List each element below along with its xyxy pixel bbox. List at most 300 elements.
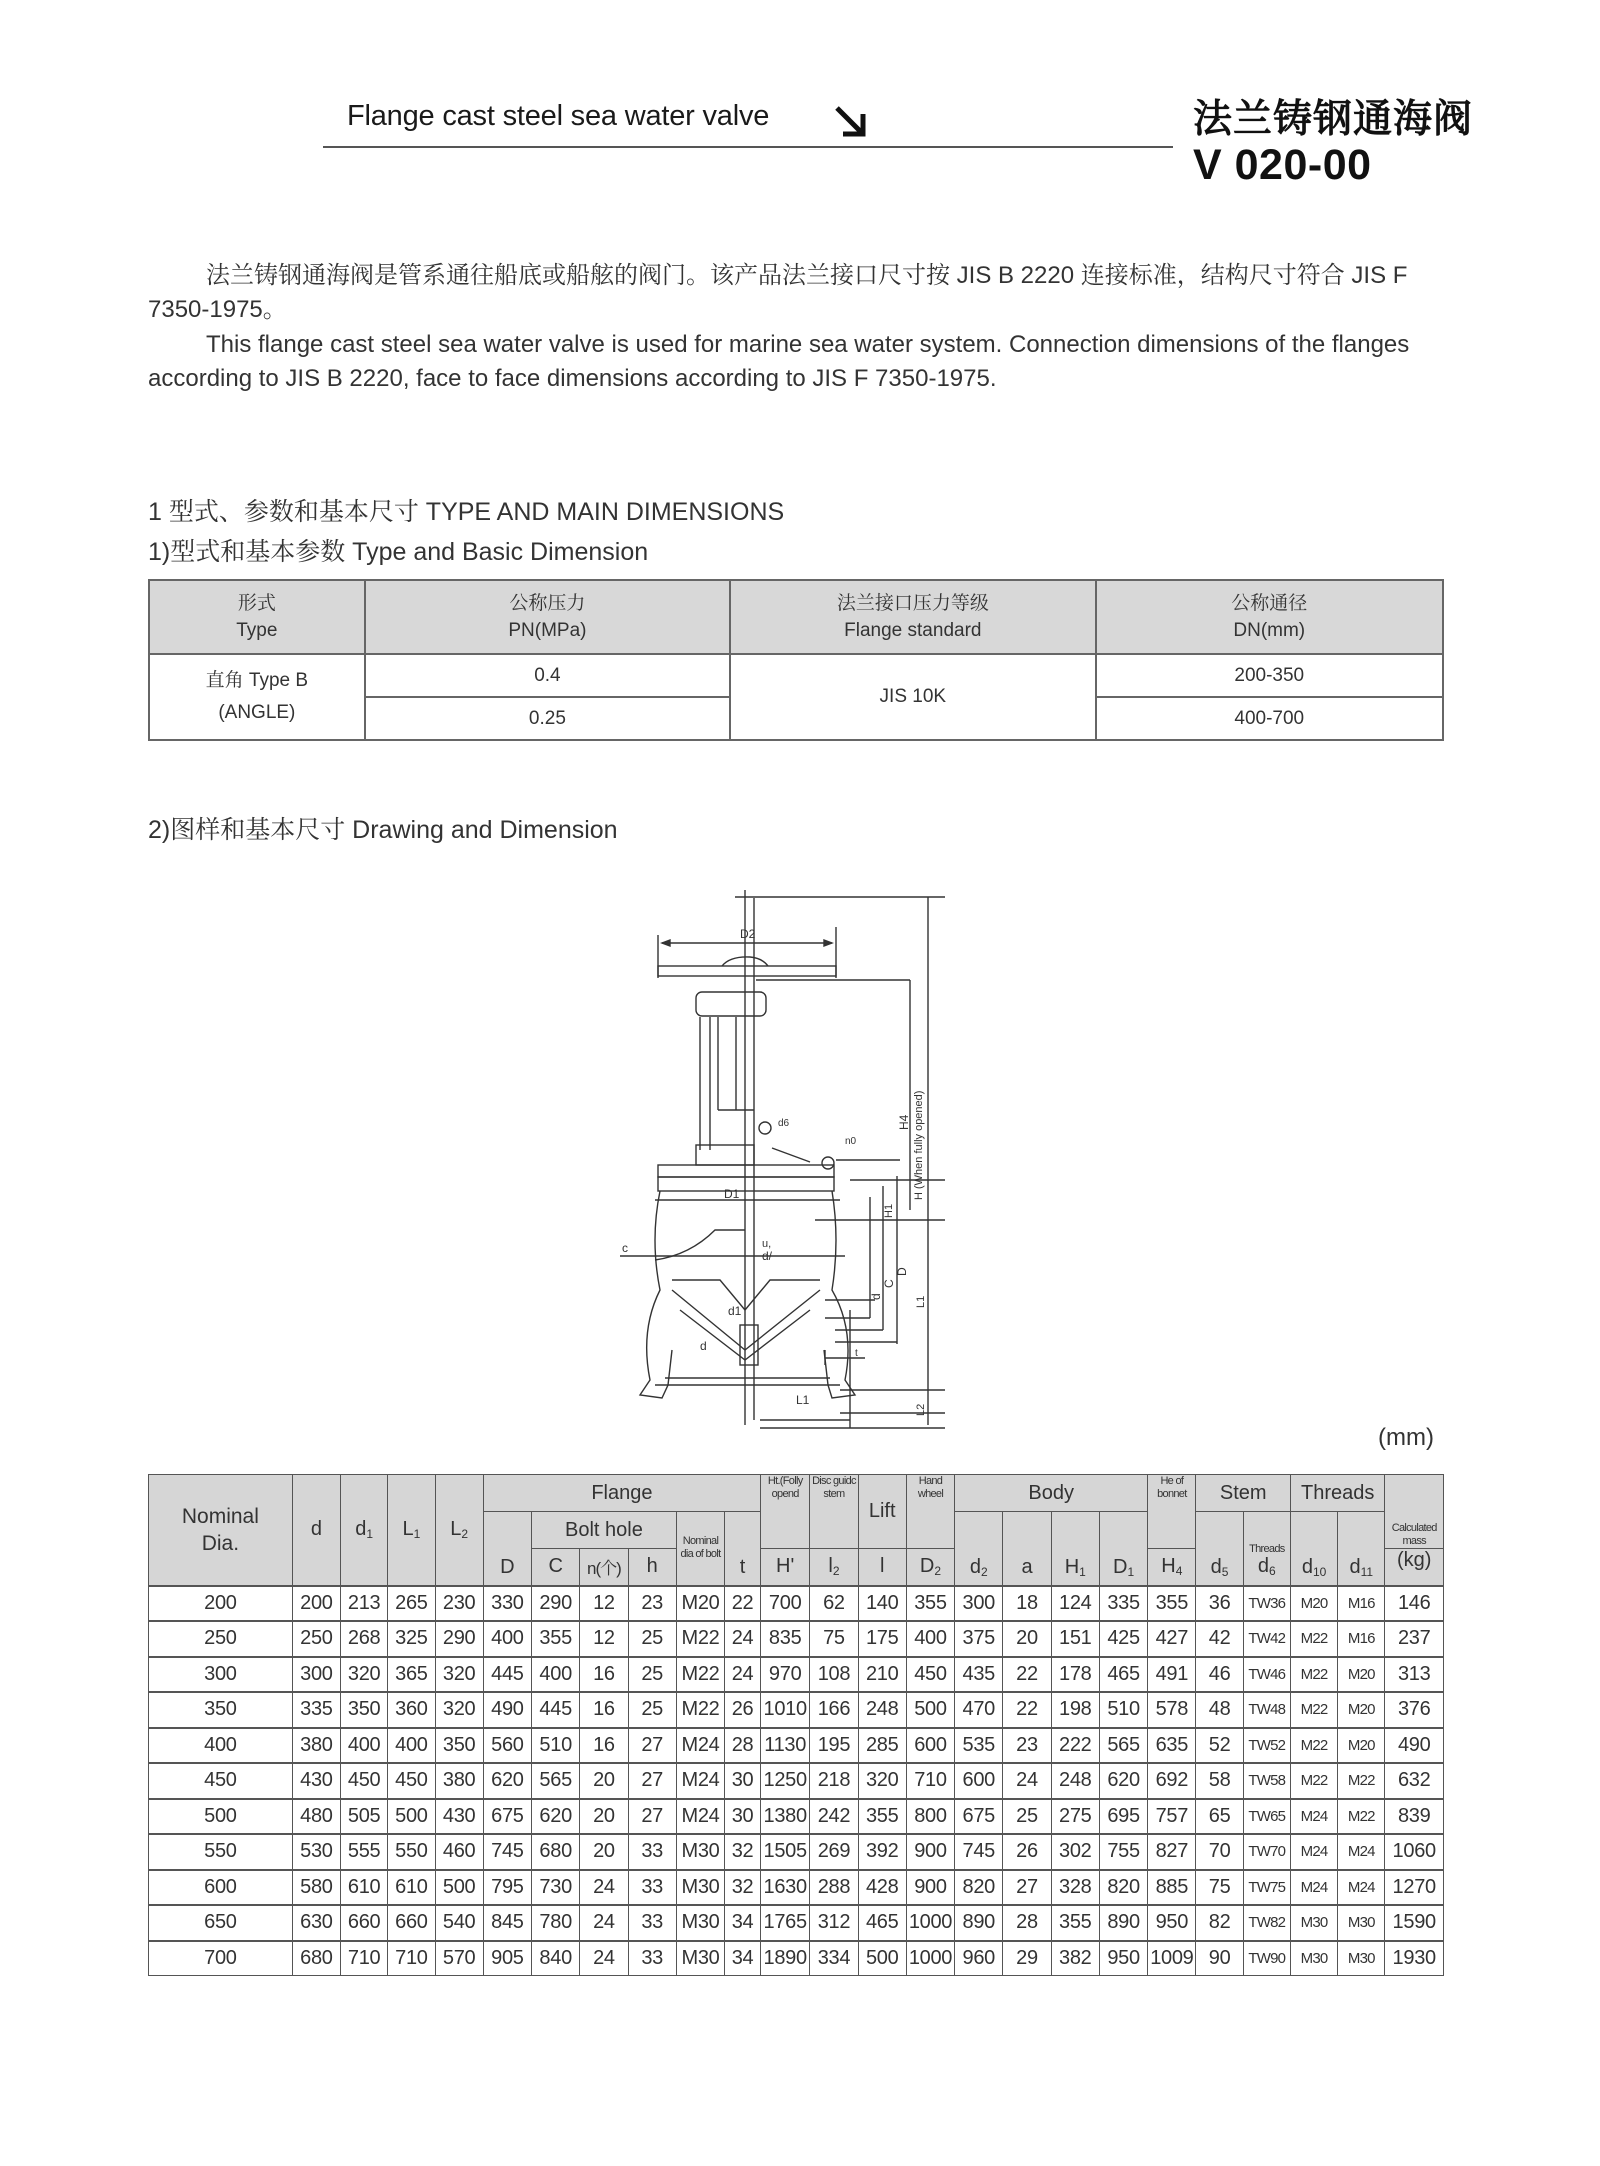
col-D1: $D_1$ — [1099, 1512, 1147, 1586]
pn-cell: 0.4 — [365, 654, 730, 697]
table-cell: 334 — [810, 1941, 858, 1976]
table-cell: 218 — [810, 1763, 858, 1799]
table-cell: 730 — [532, 1870, 580, 1906]
table-cell: M20 — [1290, 1586, 1337, 1622]
col-bonnet-label: He of bonnet — [1148, 1475, 1196, 1549]
table-cell: 470 — [955, 1692, 1003, 1728]
table-cell: 400 — [532, 1657, 580, 1693]
col-H1: $H_1$ — [1051, 1512, 1099, 1586]
table-cell: 26 — [1003, 1834, 1051, 1870]
table-cell: 34 — [725, 1905, 761, 1941]
table-cell: 757 — [1148, 1799, 1196, 1835]
unit-label: (mm) — [1378, 1424, 1434, 1451]
table-cell: 950 — [1148, 1905, 1196, 1941]
table-cell: 900 — [906, 1834, 954, 1870]
col-disc: $l_2$ — [810, 1549, 858, 1586]
table-cell: 23 — [628, 1586, 676, 1622]
table-cell: 430 — [435, 1799, 483, 1835]
table-cell: 22 — [1003, 1657, 1051, 1693]
table-cell: 450 — [388, 1763, 435, 1799]
table-cell: 710 — [906, 1763, 954, 1799]
table-cell: 950 — [1099, 1941, 1147, 1976]
table-cell: 28 — [1003, 1905, 1051, 1941]
table-cell: 25 — [1003, 1799, 1051, 1835]
label-L1-bottom: L1 — [796, 1393, 810, 1407]
table-cell: 268 — [341, 1621, 388, 1657]
table-cell: 445 — [483, 1657, 531, 1693]
table-cell: M24 — [1290, 1799, 1337, 1835]
table-cell: M22 — [1290, 1692, 1337, 1728]
table-cell: 166 — [810, 1692, 858, 1728]
table-cell: 428 — [858, 1870, 906, 1906]
table-cell: 839 — [1385, 1799, 1444, 1835]
label-d-small: d — [869, 1293, 883, 1300]
col-C: C — [532, 1549, 580, 1586]
table-cell: 620 — [532, 1799, 580, 1835]
table-cell: 24 — [580, 1870, 628, 1906]
table-cell: 1130 — [761, 1728, 810, 1764]
group-flange: Flange — [483, 1475, 760, 1512]
table-cell: 1060 — [1385, 1834, 1444, 1870]
table-cell: TW70 — [1243, 1834, 1290, 1870]
table-cell: 700 — [761, 1586, 810, 1622]
nominal-dia-cell: 350 — [149, 1692, 293, 1728]
table-cell: 970 — [761, 1657, 810, 1693]
table-cell: 885 — [1148, 1870, 1196, 1906]
table-cell: 210 — [858, 1657, 906, 1693]
table-cell: M30 — [1338, 1941, 1385, 1976]
header-rule — [323, 146, 1173, 148]
table-row — [149, 1692, 1444, 1728]
table-cell: 555 — [341, 1834, 388, 1870]
intro-paragraph-en — [148, 328, 1448, 396]
table-cell: 1590 — [1385, 1905, 1444, 1941]
table-cell: 1000 — [906, 1941, 954, 1976]
nominal-dia-cell: 400 — [149, 1728, 293, 1764]
table-cell: 1270 — [1385, 1870, 1444, 1906]
section-heading-1: 1 型式、参数和基本尺寸 TYPE AND MAIN DIMENSIONS — [148, 498, 785, 526]
table-cell: 24 — [580, 1941, 628, 1976]
dn-cell: 400-700 — [1096, 697, 1443, 740]
table-cell: 275 — [1051, 1799, 1099, 1835]
table-cell: 1930 — [1385, 1941, 1444, 1976]
table-cell: 27 — [628, 1728, 676, 1764]
table-cell: M30 — [676, 1834, 724, 1870]
nominal-dia-cell: 500 — [149, 1799, 293, 1835]
table-cell: 680 — [292, 1941, 340, 1976]
intro-cn-text: 法兰铸钢通海阀是管系通往船底或船舷的阀门。该产品法兰接口尺寸按 JIS B 2220 连接标准，结构尺寸符合 JIS F 7350-1975。 — [148, 262, 1408, 323]
col-d6: Threads $d_6$ — [1243, 1512, 1290, 1586]
table-cell: 248 — [1051, 1763, 1099, 1799]
table-cell: M30 — [1290, 1905, 1337, 1941]
label-D: D — [895, 1267, 909, 1276]
table-cell: 560 — [483, 1728, 531, 1764]
table-cell: 500 — [858, 1941, 906, 1976]
type-table — [148, 579, 1444, 741]
table-cell: 620 — [1099, 1763, 1147, 1799]
table-cell: 755 — [1099, 1834, 1147, 1870]
table-cell: M24 — [676, 1763, 724, 1799]
table-cell: 33 — [628, 1834, 676, 1870]
table-cell: M30 — [676, 1941, 724, 1976]
table-cell: M22 — [1338, 1763, 1385, 1799]
label-L2: L2 — [915, 1403, 927, 1416]
table-cell: 108 — [810, 1657, 858, 1693]
table-cell: 745 — [483, 1834, 531, 1870]
col-L1: $L_1$ — [388, 1475, 435, 1586]
group-threads: Threads — [1290, 1475, 1384, 1512]
table-cell: 540 — [435, 1905, 483, 1941]
flange-header: 法兰接口压力等级 Flange standard — [730, 580, 1095, 654]
table-row — [149, 1799, 1444, 1835]
table-cell: 82 — [1196, 1905, 1243, 1941]
table-cell: M22 — [1290, 1621, 1337, 1657]
table-cell: 365 — [388, 1657, 435, 1693]
dn-header: 公称通径 DN(mm) — [1096, 580, 1443, 654]
table-cell: 313 — [1385, 1657, 1444, 1693]
table-cell: M24 — [1290, 1870, 1337, 1906]
col-nominal-bolt: Nominal dia of bolt — [676, 1512, 724, 1586]
col-lift: l — [858, 1549, 906, 1586]
table-cell: 335 — [292, 1692, 340, 1728]
table-cell: 90 — [1196, 1941, 1243, 1976]
nominal-dia-cell: 550 — [149, 1834, 293, 1870]
table-cell: 695 — [1099, 1799, 1147, 1835]
table-cell: 20 — [1003, 1621, 1051, 1657]
nominal-dia-cell: 200 — [149, 1586, 293, 1622]
table-cell: 242 — [810, 1799, 858, 1835]
section-heading-2: 2)图样和基本尺寸 Drawing and Dimension — [148, 816, 618, 844]
table-row — [149, 1941, 1444, 1976]
table-cell: 350 — [341, 1692, 388, 1728]
table-cell: 290 — [435, 1621, 483, 1657]
table-cell: TW36 — [1243, 1586, 1290, 1622]
table-cell: 355 — [858, 1799, 906, 1835]
table-cell: M24 — [676, 1728, 724, 1764]
col-nominal: Nominal Dia. — [149, 1475, 293, 1586]
table-cell: M20 — [1338, 1692, 1385, 1728]
table-cell: M24 — [676, 1799, 724, 1835]
table-cell: 510 — [1099, 1692, 1147, 1728]
table-cell: 780 — [532, 1905, 580, 1941]
intro-paragraph-cn — [148, 259, 1448, 327]
table-cell: M30 — [1290, 1941, 1337, 1976]
table-cell: 620 — [483, 1763, 531, 1799]
group-bolt-hole: Bolt hole — [532, 1512, 677, 1549]
table-cell: 46 — [1196, 1657, 1243, 1693]
table-cell: 24 — [725, 1657, 761, 1693]
table-cell: 660 — [388, 1905, 435, 1941]
table-cell: 325 — [388, 1621, 435, 1657]
col-L2: $L_2$ — [435, 1475, 483, 1586]
table-cell: 660 — [341, 1905, 388, 1941]
label-H1: H1 — [883, 1203, 895, 1218]
label-L1-side: L1 — [915, 1295, 927, 1308]
col-d: d — [292, 1475, 340, 1586]
table-cell: 25 — [628, 1692, 676, 1728]
table-cell: 23 — [1003, 1728, 1051, 1764]
table-cell: 1505 — [761, 1834, 810, 1870]
table-cell: 600 — [955, 1763, 1003, 1799]
table-cell: 827 — [1148, 1834, 1196, 1870]
table-cell: M16 — [1338, 1621, 1385, 1657]
table-cell: 300 — [292, 1657, 340, 1693]
table-cell: 52 — [1196, 1728, 1243, 1764]
col-mass: (kg) — [1385, 1549, 1444, 1586]
table-cell: 450 — [341, 1763, 388, 1799]
group-stem: Stem — [1196, 1475, 1290, 1512]
table-cell: 500 — [435, 1870, 483, 1906]
table-cell: 25 — [628, 1621, 676, 1657]
table-cell: 151 — [1051, 1621, 1099, 1657]
col-d10: $d_{10}$ — [1290, 1512, 1337, 1586]
table-cell: 48 — [1196, 1692, 1243, 1728]
col-h: h — [628, 1549, 676, 1586]
table-cell: 124 — [1051, 1586, 1099, 1622]
table-cell: 820 — [1099, 1870, 1147, 1906]
table-cell: 1630 — [761, 1870, 810, 1906]
label-t: t — [855, 1348, 858, 1359]
table-cell: 12 — [580, 1586, 628, 1622]
table-cell: TW65 — [1243, 1799, 1290, 1835]
table-cell: M30 — [676, 1905, 724, 1941]
table-cell: 195 — [810, 1728, 858, 1764]
table-cell: TW48 — [1243, 1692, 1290, 1728]
table-cell: 835 — [761, 1621, 810, 1657]
table-cell: 675 — [483, 1799, 531, 1835]
table-row — [149, 1621, 1444, 1657]
col-ht-label: Ht.(Folly opend — [761, 1475, 810, 1549]
table-cell: 1010 — [761, 1692, 810, 1728]
table-cell: 890 — [955, 1905, 1003, 1941]
table-cell: 578 — [1148, 1692, 1196, 1728]
nominal-dia-cell: 450 — [149, 1763, 293, 1799]
nominal-dia-cell: 600 — [149, 1870, 293, 1906]
table-cell: 330 — [483, 1586, 531, 1622]
table-cell: 27 — [628, 1799, 676, 1835]
table-cell: 65 — [1196, 1799, 1243, 1835]
table-cell: 24 — [725, 1621, 761, 1657]
table-cell: 490 — [483, 1692, 531, 1728]
table-cell: 355 — [906, 1586, 954, 1622]
col-hand-label: Hand wheel — [906, 1475, 954, 1549]
table-row — [149, 1728, 1444, 1764]
table-cell: 630 — [292, 1905, 340, 1941]
pn-cell: 0.25 — [365, 697, 730, 740]
group-body: Body — [955, 1475, 1148, 1512]
table-row — [149, 1870, 1444, 1906]
table-cell: 230 — [435, 1586, 483, 1622]
table-cell: 22 — [725, 1586, 761, 1622]
col-bonnet: $H_4$ — [1148, 1549, 1196, 1586]
label-H4: H4 — [897, 1114, 911, 1130]
table-cell: 28 — [725, 1728, 761, 1764]
table-cell: TW75 — [1243, 1870, 1290, 1906]
table-cell: M16 — [1338, 1586, 1385, 1622]
table-cell: 335 — [1099, 1586, 1147, 1622]
table-cell: 288 — [810, 1870, 858, 1906]
arrow-down-right-icon — [833, 104, 869, 140]
table-cell: 445 — [532, 1692, 580, 1728]
table-cell: 680 — [532, 1834, 580, 1870]
label-H: H (When fully opened) — [913, 1090, 925, 1200]
table-cell: 20 — [580, 1763, 628, 1799]
table-cell: 250 — [292, 1621, 340, 1657]
col-a: a — [1003, 1512, 1051, 1586]
table-cell: 465 — [1099, 1657, 1147, 1693]
table-cell: 840 — [532, 1941, 580, 1976]
table-cell: 36 — [1196, 1586, 1243, 1622]
table-cell: M22 — [676, 1692, 724, 1728]
label-u: u, — [762, 1238, 772, 1250]
table-cell: 24 — [1003, 1763, 1051, 1799]
table-cell: 328 — [1051, 1870, 1099, 1906]
valve-drawing — [600, 880, 960, 1440]
table-cell: 460 — [435, 1834, 483, 1870]
table-cell: 376 — [1385, 1692, 1444, 1728]
table-cell: 505 — [341, 1799, 388, 1835]
table-cell: 312 — [810, 1905, 858, 1941]
flange-cell: JIS 10K — [730, 654, 1095, 740]
table-row — [149, 1586, 1444, 1622]
table-cell: 1890 — [761, 1941, 810, 1976]
table-cell: 32 — [725, 1870, 761, 1906]
table-cell: 213 — [341, 1586, 388, 1622]
table-cell: 1009 — [1148, 1941, 1196, 1976]
table-cell: 290 — [532, 1586, 580, 1622]
table-cell: 26 — [725, 1692, 761, 1728]
type-cell: 直角 Type B (ANGLE) — [149, 654, 365, 740]
table-cell: M24 — [1338, 1834, 1385, 1870]
table-cell: 710 — [388, 1941, 435, 1976]
col-ht: H' — [761, 1549, 810, 1586]
table-cell: 570 — [435, 1941, 483, 1976]
table-cell: 33 — [628, 1941, 676, 1976]
col-D: D — [483, 1512, 531, 1586]
table-cell: 580 — [292, 1870, 340, 1906]
table-cell: 400 — [341, 1728, 388, 1764]
table-cell: M22 — [1290, 1657, 1337, 1693]
table-cell: 382 — [1051, 1941, 1099, 1976]
table-cell: TW52 — [1243, 1728, 1290, 1764]
table-cell: 269 — [810, 1834, 858, 1870]
table-cell: 355 — [1051, 1905, 1099, 1941]
intro-en-text: This flange cast steel sea water valve is used for marine sea water system. Connection dimensions of the flanges according to JIS B 2220, face to face dimensions according to JIS F 7350-1975. — [148, 331, 1410, 392]
table-cell: 355 — [1148, 1586, 1196, 1622]
label-d6: d6 — [778, 1118, 790, 1129]
nominal-dia-cell: 700 — [149, 1941, 293, 1976]
table-cell: 25 — [628, 1657, 676, 1693]
table-cell: 62 — [810, 1586, 858, 1622]
table-cell: 845 — [483, 1905, 531, 1941]
table-cell: 140 — [858, 1586, 906, 1622]
table-cell: 530 — [292, 1834, 340, 1870]
table-cell: M24 — [1338, 1870, 1385, 1906]
col-d5: $d_5$ — [1196, 1512, 1243, 1586]
table-cell: 745 — [955, 1834, 1003, 1870]
table-cell: 900 — [906, 1870, 954, 1906]
table-cell: M30 — [1338, 1905, 1385, 1941]
table-cell: 890 — [1099, 1905, 1147, 1941]
label-D1: D1 — [724, 1187, 740, 1201]
section-heading-1a: 1)型式和基本参数 Type and Basic Dimension — [148, 538, 649, 566]
dimension-table — [148, 1474, 1444, 1976]
table-cell: 430 — [292, 1763, 340, 1799]
table-row — [149, 1657, 1444, 1693]
table-row — [149, 1763, 1444, 1799]
table-cell: 380 — [292, 1728, 340, 1764]
label-c: c — [622, 1241, 628, 1255]
table-cell: 610 — [388, 1870, 435, 1906]
table-cell: 248 — [858, 1692, 906, 1728]
table-cell: M20 — [1338, 1657, 1385, 1693]
nominal-dia-cell: 300 — [149, 1657, 293, 1693]
table-cell: 16 — [580, 1692, 628, 1728]
table-cell: M22 — [1290, 1763, 1337, 1799]
table-cell: 491 — [1148, 1657, 1196, 1693]
dimension-table-body — [149, 1586, 1444, 1976]
table-cell: 285 — [858, 1728, 906, 1764]
table-cell: 425 — [1099, 1621, 1147, 1657]
table-row — [149, 1834, 1444, 1870]
table-cell: 905 — [483, 1941, 531, 1976]
table-cell: M22 — [676, 1657, 724, 1693]
table-cell: 18 — [1003, 1586, 1051, 1622]
table-cell: 692 — [1148, 1763, 1196, 1799]
table-cell: 490 — [1385, 1728, 1444, 1764]
label-n0: n0 — [845, 1136, 857, 1147]
table-cell: 710 — [341, 1941, 388, 1976]
col-lift-label: Lift — [858, 1475, 906, 1549]
label-dflag: d/ — [762, 1249, 773, 1263]
col-d2: $d_2$ — [955, 1512, 1003, 1586]
table-cell: 58 — [1196, 1763, 1243, 1799]
table-cell: 30 — [725, 1763, 761, 1799]
table-cell: 33 — [628, 1905, 676, 1941]
nominal-dia-cell: 250 — [149, 1621, 293, 1657]
table-cell: 360 — [388, 1692, 435, 1728]
table-cell: 33 — [628, 1870, 676, 1906]
table-cell: TW58 — [1243, 1763, 1290, 1799]
label-d: d — [700, 1339, 707, 1353]
table-cell: 175 — [858, 1621, 906, 1657]
table-cell: 500 — [906, 1692, 954, 1728]
header-title-en: Flange cast steel sea water valve — [347, 100, 770, 132]
label-d1: d1 — [728, 1304, 742, 1318]
table-cell: M22 — [676, 1621, 724, 1657]
table-cell: 75 — [1196, 1870, 1243, 1906]
table-cell: 610 — [341, 1870, 388, 1906]
table-cell: 392 — [858, 1834, 906, 1870]
table-cell: M22 — [1338, 1799, 1385, 1835]
table-cell: M20 — [676, 1586, 724, 1622]
table-cell: 32 — [725, 1834, 761, 1870]
table-cell: 800 — [906, 1799, 954, 1835]
col-disc-label: Disc guidc stem — [810, 1475, 858, 1549]
table-cell: 480 — [292, 1799, 340, 1835]
product-code: V 020-00 — [1193, 141, 1372, 189]
table-cell: 355 — [532, 1621, 580, 1657]
table-cell: 632 — [1385, 1763, 1444, 1799]
table-cell: TW82 — [1243, 1905, 1290, 1941]
label-D2: D2 — [740, 927, 756, 941]
table-cell: 27 — [628, 1763, 676, 1799]
table-cell: 380 — [435, 1763, 483, 1799]
table-cell: M20 — [1338, 1728, 1385, 1764]
table-cell: 500 — [388, 1799, 435, 1835]
table-cell: 350 — [435, 1728, 483, 1764]
table-cell: 222 — [1051, 1728, 1099, 1764]
